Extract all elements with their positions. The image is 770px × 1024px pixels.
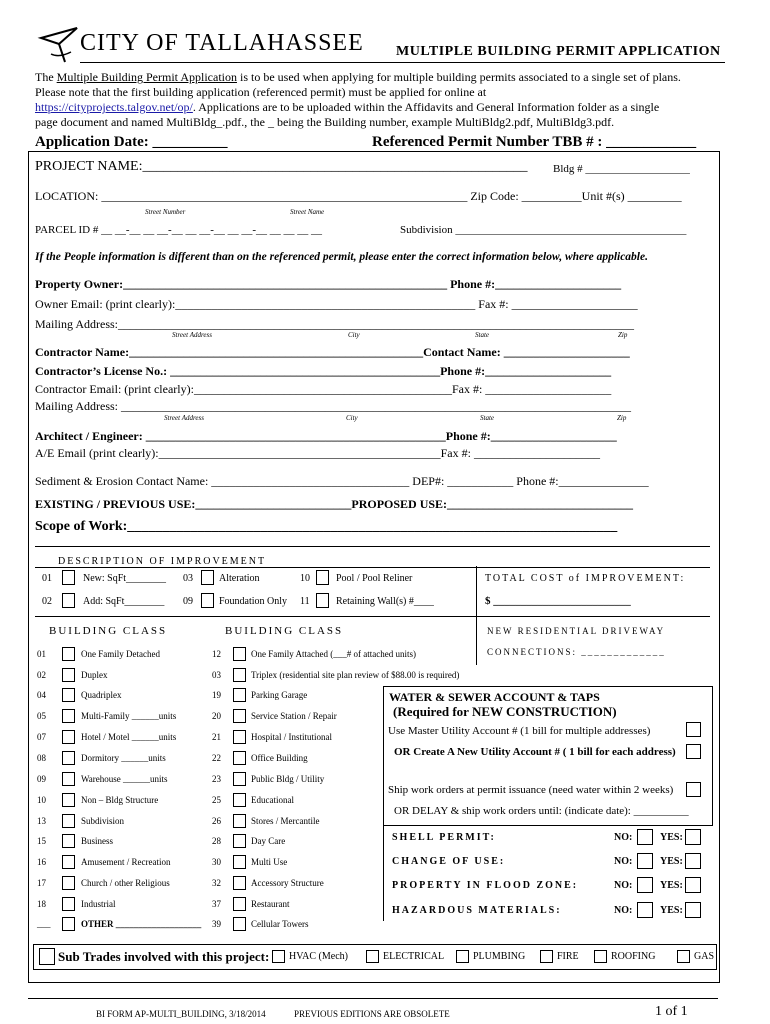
no-checkbox[interactable] <box>637 829 653 845</box>
architect-field[interactable]: Architect / Engineer: __________________________________________________Phone #:_____________________ <box>35 429 617 443</box>
building-class-checkbox[interactable] <box>62 751 75 765</box>
building-class-label: One Family Attached (___# of attached units) <box>251 649 416 659</box>
improvement-checkbox-add[interactable] <box>62 593 75 608</box>
sub-trade-checkbox[interactable] <box>594 950 607 963</box>
permit-question-label: CHANGE OF USE: <box>392 856 506 867</box>
improvement-checkbox-new[interactable] <box>62 570 75 585</box>
yes-checkbox[interactable] <box>685 829 701 845</box>
bldg-number-field[interactable]: Bldg # ___________________ <box>553 163 690 175</box>
contractor-name-field[interactable]: Contractor Name:_________________________________________________Contact Name: _____________________ <box>35 345 630 359</box>
building-class-checkbox[interactable] <box>62 668 75 682</box>
improvement-num: 01 <box>42 573 52 584</box>
no-label: NO: <box>614 856 633 867</box>
building-class-num: 18 <box>37 899 46 909</box>
ship-orders-checkbox[interactable] <box>686 782 701 797</box>
footer-obsolete: PREVIOUS EDITIONS ARE OBSOLETE <box>294 1009 450 1019</box>
building-class-num: 21 <box>212 732 221 742</box>
sub-trade-label: HVAC (Mech) <box>289 951 348 962</box>
city-caption: City <box>348 331 360 339</box>
delay-orders-field[interactable]: OR DELAY & ship work orders until: (indicate date): __________ <box>394 805 689 817</box>
sub-trade-label: PLUMBING <box>473 951 526 962</box>
no-label: NO: <box>614 832 633 843</box>
city-seal-icon <box>37 24 81 64</box>
building-class-label: Triplex (residential site plan review of $88.00 is required) <box>251 670 460 680</box>
building-class-checkbox[interactable] <box>62 793 75 807</box>
building-class-num: 23 <box>212 774 221 784</box>
sub-trade-label: ROOFING <box>611 951 656 962</box>
building-class-checkbox[interactable] <box>233 897 246 911</box>
building-class-label: One Family Detached <box>81 649 160 659</box>
sub-trade-label: GAS <box>694 951 715 962</box>
yes-checkbox[interactable] <box>685 902 701 918</box>
building-class-label: Amusement / Recreation <box>81 857 171 867</box>
improvement-num: 02 <box>42 596 52 607</box>
improvement-label: Retaining Wall(s) #____ <box>336 596 434 607</box>
intro-line-3: https://cityprojects.talgov.net/op/. Applications are to be uploaded within the Affidavits and General Information folder as a single <box>35 100 660 114</box>
master-account-label: Use Master Utility Account # (1 bill for multiple addresses) <box>388 725 651 737</box>
yes-label: YES: <box>660 856 683 867</box>
no-checkbox[interactable] <box>637 877 653 893</box>
building-class-checkbox[interactable] <box>233 668 246 682</box>
building-class-label: Hospital / Institutional <box>251 732 332 742</box>
driveway-connections-field[interactable]: CONNECTIONS: _____________ <box>487 647 666 657</box>
building-class-num: 10 <box>37 795 46 805</box>
building-class-label: Multi-Family ______units <box>81 711 177 721</box>
building-class-num: 25 <box>212 795 221 805</box>
footer-rule <box>28 998 718 999</box>
building-class-label: Church / other Religious <box>81 878 170 888</box>
intro-line-4: page document and named MultiBldg_.pdf., the _ being the Building number, example MultiBldg2.pdf, MultiBldg3.pdf. <box>35 115 615 129</box>
building-class-num: 16 <box>37 857 46 867</box>
existing-proposed-use-field[interactable]: EXISTING / PREVIOUS USE:__________________________PROPOSED USE:_______________________________ <box>35 497 634 511</box>
improvement-label: New: SqFt________ <box>83 573 167 584</box>
building-class-num: 01 <box>37 649 46 659</box>
sediment-field[interactable]: Sediment & Erosion Contact Name: _________________________________ DEP#: ___________ Phone #:_______________ <box>35 474 649 488</box>
total-cost-field[interactable]: $ _________________________ <box>485 595 631 607</box>
zip-caption-2: Zip <box>617 414 627 422</box>
driveway-label: NEW RESIDENTIAL DRIVEWAY <box>487 626 666 636</box>
improvement-num: 09 <box>183 596 193 607</box>
referenced-permit[interactable]: Referenced Permit Number TBB # : ____________ <box>372 134 697 150</box>
building-class-num: ___ <box>37 919 51 929</box>
no-checkbox[interactable] <box>637 853 653 869</box>
building-class-num: 28 <box>212 836 221 846</box>
improvement-checkbox-foundation[interactable] <box>201 593 214 608</box>
building-class-num: 15 <box>37 836 46 846</box>
location-field[interactable]: LOCATION: _____________________________________________________________ Zip Code: __________Unit #(s) _________ <box>35 189 682 203</box>
building-class-label: Multi Use <box>251 857 288 867</box>
sub-trades-label: Sub Trades involved with this project: <box>58 949 270 964</box>
building-class-num: 32 <box>212 878 221 888</box>
intro-line-1: The Multiple Building Permit Application is to be used when applying for multiple building permits associated to a single set of plans. <box>35 70 681 84</box>
building-class-checkbox[interactable] <box>233 814 246 828</box>
permit-question-label: SHELL PERMIT: <box>392 832 496 843</box>
building-class-heading-left: BUILDING CLASS <box>49 625 168 637</box>
building-class-checkbox[interactable] <box>233 688 246 702</box>
subdivision-field[interactable]: Subdivision __________________________________________ <box>400 224 687 236</box>
sub-trade-checkbox[interactable] <box>677 950 690 963</box>
yes-checkbox[interactable] <box>685 877 701 893</box>
building-class-label: Day Care <box>251 836 286 846</box>
owner-mailing-field[interactable]: Mailing Address:______________________________________________________________________________________ <box>35 317 634 331</box>
building-class-label: Educational <box>251 795 294 805</box>
improvement-num: 10 <box>300 573 310 584</box>
yes-checkbox[interactable] <box>685 853 701 869</box>
city-name: CITY OF TALLAHASSEE <box>80 30 364 56</box>
intro-line-2: Please note that the first building application (referenced permit) must be applied for online at <box>35 85 487 99</box>
application-date[interactable]: Application Date: __________ <box>35 134 228 150</box>
title-rule <box>80 62 725 63</box>
sub-trade-checkbox[interactable] <box>540 950 553 963</box>
no-label: NO: <box>614 880 633 891</box>
permit-question-label: PROPERTY IN FLOOD ZONE: <box>392 880 579 891</box>
building-class-num: 03 <box>212 670 221 680</box>
state-caption-2: State <box>480 414 494 422</box>
building-class-num: 08 <box>37 753 46 763</box>
building-class-label: OTHER ___________________ <box>81 919 202 929</box>
scope-rule <box>35 546 710 547</box>
improvement-heading: DESCRIPTION OF IMPROVEMENT <box>58 556 267 567</box>
improvement-label: Add: SqFt________ <box>83 596 165 607</box>
building-class-num: 13 <box>37 816 46 826</box>
street-address-caption: Street Address <box>172 331 212 339</box>
improvement-label: Pool / Pool Reliner <box>336 573 413 584</box>
sub-trade-label: ELECTRICAL <box>383 951 445 962</box>
people-note: If the People information is different than on the referenced permit, please enter the correct information below, where applicable. <box>35 251 648 263</box>
street-name-caption: Street Name <box>290 208 325 216</box>
street-address-caption-2: Street Address <box>164 414 204 422</box>
building-class-checkbox[interactable] <box>62 814 75 828</box>
water-sewer-title: WATER & SEWER ACCOUNT & TAPS <box>389 690 600 704</box>
master-account-checkbox[interactable] <box>686 722 701 737</box>
building-class-label: Service Station / Repair <box>251 711 337 721</box>
building-class-num: 30 <box>212 857 221 867</box>
new-account-checkbox[interactable] <box>686 744 701 759</box>
building-class-label: Parking Garage <box>251 690 308 700</box>
total-cost-label: TOTAL COST of IMPROVEMENT: <box>485 573 686 584</box>
improvement-num: 11 <box>300 596 310 607</box>
building-class-num: 04 <box>37 690 46 700</box>
state-caption: State <box>475 331 489 339</box>
contractor-email-field[interactable]: Contractor Email: (print clearly):___________________________________________Fax #: _____________________ <box>35 382 612 396</box>
new-account-label: OR Create A New Utility Account # ( 1 bill for each address) <box>394 746 676 758</box>
building-class-num: 22 <box>212 753 221 763</box>
footer-form-id: BI FORM AP-MULTI_BUILDING, 3/18/2014 <box>96 1009 266 1019</box>
building-class-checkbox[interactable] <box>233 730 246 744</box>
no-checkbox[interactable] <box>637 902 653 918</box>
improvement-checkbox-pool[interactable] <box>316 570 329 585</box>
city-logo <box>37 24 81 64</box>
building-class-num: 37 <box>212 899 221 909</box>
driveway-box <box>476 617 713 665</box>
parcel-id-field[interactable]: PARCEL ID # __ __-__ __ __-__ __ __-__ __ __-__ __ __ __ __ <box>35 224 323 236</box>
building-class-checkbox[interactable] <box>233 709 246 723</box>
building-class-label: Public Bldg / Utility <box>251 774 325 784</box>
building-class-checkbox[interactable] <box>233 834 246 848</box>
building-class-checkbox[interactable] <box>62 688 75 702</box>
contractor-license-field[interactable]: Contractor’s License No.: _____________________________________________Phone #:_____________________ <box>35 364 612 378</box>
scope-of-work-field[interactable]: Scope of Work:______________________________________________________________________ <box>35 519 618 534</box>
improvement-checkbox-alteration[interactable] <box>201 570 214 585</box>
yes-label: YES: <box>660 880 683 891</box>
building-class-label: Business <box>81 836 114 846</box>
building-class-num: 09 <box>37 774 46 784</box>
form-title: MULTIPLE BUILDING PERMIT APPLICATION <box>396 44 721 59</box>
building-class-checkbox[interactable] <box>62 647 75 661</box>
building-class-checkbox[interactable] <box>62 772 75 786</box>
building-class-checkbox[interactable] <box>233 647 246 661</box>
ae-email-field[interactable]: A/E Email (print clearly):_______________________________________________Fax #: _____________________ <box>35 446 600 460</box>
building-class-num: 19 <box>212 690 221 700</box>
building-class-checkbox[interactable] <box>62 709 75 723</box>
improvement-checkbox-retaining-wall[interactable] <box>316 593 329 608</box>
project-name-field[interactable]: PROJECT NAME:_______________________________________________________ <box>35 159 528 174</box>
building-class-num: 20 <box>212 711 221 721</box>
building-class-label: Quadriplex <box>81 690 122 700</box>
property-owner-field[interactable]: Property Owner:______________________________________________________ Phone #:_____________________ <box>35 277 622 291</box>
sub-trade-checkbox[interactable] <box>272 950 285 963</box>
building-class-label: Duplex <box>81 670 108 680</box>
building-class-checkbox[interactable] <box>233 793 246 807</box>
building-class-checkbox[interactable] <box>233 876 246 890</box>
zip-caption: Zip <box>618 331 628 339</box>
yes-label: YES: <box>660 832 683 843</box>
building-class-checkbox[interactable] <box>62 876 75 890</box>
building-class-num: 05 <box>37 711 46 721</box>
building-class-num: 17 <box>37 878 46 888</box>
yes-label: YES: <box>660 905 683 916</box>
improvement-label: Alteration <box>219 573 260 584</box>
sub-trade-checkbox[interactable] <box>456 950 469 963</box>
building-class-label: Dormitory ______units <box>81 753 166 763</box>
owner-email-field[interactable]: Owner Email: (print clearly):__________________________________________________ Fax #: _____________________ <box>35 297 638 311</box>
building-class-checkbox[interactable] <box>233 855 246 869</box>
building-class-label: Office Building <box>251 753 308 763</box>
building-class-checkbox[interactable] <box>233 917 246 931</box>
building-class-num: 39 <box>212 919 221 929</box>
building-class-heading-right: BUILDING CLASS <box>225 625 344 637</box>
city-caption-2: City <box>346 414 358 422</box>
building-class-label: Industrial <box>81 899 116 909</box>
building-class-num: 26 <box>212 816 221 826</box>
permit-question-label: HAZARDOUS MATERIALS: <box>392 905 562 916</box>
contractor-mailing-field[interactable]: Mailing Address: _____________________________________________________________________________________ <box>35 399 631 413</box>
online-link[interactable]: https://cityprojects.talgov.net/op/ <box>35 100 193 114</box>
improvement-label: Foundation Only <box>219 596 288 607</box>
building-class-checkbox[interactable] <box>62 897 75 911</box>
building-class-num: 12 <box>212 649 221 659</box>
street-number-caption: Street Number <box>145 208 186 216</box>
building-class-label: Non – Bldg Structure <box>81 795 159 805</box>
building-class-label: Stores / Mercantile <box>251 816 320 826</box>
building-class-num: 02 <box>37 670 46 680</box>
building-class-checkbox[interactable] <box>62 855 75 869</box>
building-class-label: Subdivision <box>81 816 125 826</box>
building-class-label: Cellular Towers <box>251 919 309 929</box>
sub-trade-checkbox[interactable] <box>366 950 379 963</box>
building-class-checkbox[interactable] <box>62 730 75 744</box>
no-label: NO: <box>614 905 633 916</box>
building-class-label: Warehouse ______units <box>81 774 168 784</box>
building-class-label: Accessory Structure <box>251 878 324 888</box>
water-sewer-subtitle: (Required for NEW CONSTRUCTION) <box>393 704 617 719</box>
page-number: 1 of 1 <box>655 1004 688 1019</box>
building-class-label: Hotel / Motel ______units <box>81 732 177 742</box>
building-class-label: Restaurant <box>251 899 290 909</box>
building-class-checkbox[interactable] <box>233 751 246 765</box>
building-class-checkbox[interactable] <box>62 917 75 931</box>
building-class-checkbox[interactable] <box>62 834 75 848</box>
sub-trade-label: FIRE <box>557 951 579 962</box>
ship-orders-label: Ship work orders at permit issuance (need water within 2 weeks) <box>388 784 674 796</box>
building-class-num: 07 <box>37 732 46 742</box>
building-class-checkbox[interactable] <box>233 772 246 786</box>
sub-trades-checkbox[interactable] <box>39 948 55 965</box>
improvement-num: 03 <box>183 573 193 584</box>
